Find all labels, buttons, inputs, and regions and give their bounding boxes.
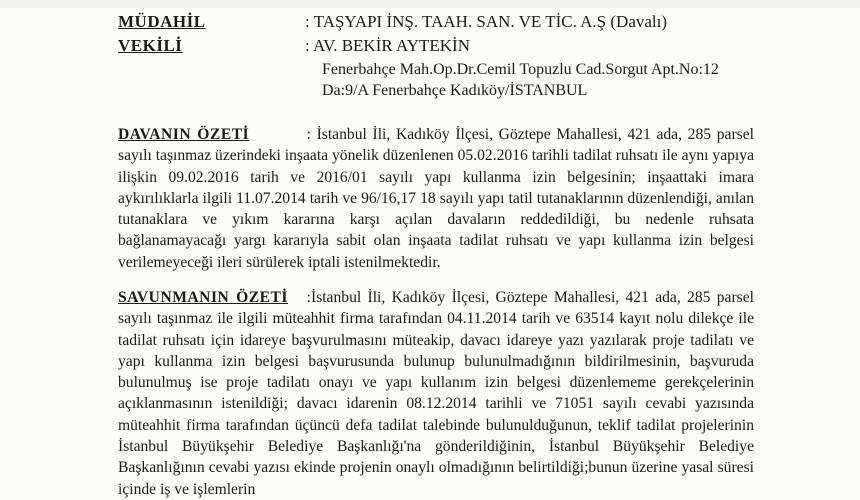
dava-section [118,124,754,273]
dava-heading: DAVANIN ÖZETİ [118,126,250,143]
address-line-2: Da:9/A Fenerbahçe Kadıköy/İSTANBUL [322,82,588,99]
vekil-value: : AV. BEKİR AYTEKİN [305,36,470,55]
vekil-row [118,36,182,56]
savunma-heading: SAVUNMANIN ÖZETİ [118,289,288,306]
address-line-1: Fenerbahçe Mah.Op.Dr.Cemil Topuzlu Cad.Sorgut Apt.No:12 [322,61,719,78]
dava-text: : İstanbul İli, Kadıköy İlçesi, Göztepe Mahallesi, 421 ada, 285 parsel sayılı taşınmaz üzerindeki inşaata yönelik düzenlenen 05.02.2016 tarihli tadilat ruhsatı ile aynı yapıya ilişkin 09.02.2016 tarih ve 2016/01 sayılı yapı kullanma izin belgesinin; inşaattaki imara aykırılıklarla ilgili 11.07.2014 tarih ve 96/16,17 18 sayılı yapı tatil tutanaklarının düzenlendiği, anılan tutanaklara ve yıkım kararına karşı açılan davaların reddedildiği, bu nedenle ruhsata bağlanamayacağı yargı kararıyla sabit olan inşaata tadilat ruhsatı ve yapı kullanma izin belgesi verilemeyeceği ileri sürülerek iptali istenilmektedir. [118,126,754,271]
top-edge [0,0,860,8]
mudahil-label: MÜDAHİL [118,12,206,31]
savunma-section [118,287,754,500]
mudahil-value: : TAŞYAPI İNŞ. TAAH. SAN. VE TİC. A.Ş (Davalı) [305,12,668,31]
mudahil-row [118,12,206,32]
vekil-label: VEKİLİ [118,36,183,55]
savunma-text: :İstanbul İli, Kadıköy İlçesi, Göztepe Mahallesi, 421 ada, 285 parsel sayılı taşınmaz ile ilgili müteahhit firma tarafından 04.11.2014 tarih ve 63514 kayıt nolu dilekçe ile tadilat ruhsatı için idareye başvurulmasını müteakip, davacı idareye yazı yazılarak proje tadilatı ve yapı kullanma izin belgesi başvurusunda bulunup bulunulmadığının bildirilmesinin, başvuruda bulunulmuş ise proje tadilatı onayı ve yapı kullanım izin belgesi düzenlememe gerekçelerinin açıklanmasının istenildiği; davacı idarenin 08.12.2014 tarihli ve 71051 sayılı cevabi yazısında müteahhit firma tarafından üçüncü defa tadilat talebinde bulunulduğunun, teklif tadilat projelerinin İstanbul Büyükşehir Belediye Başkanlığı'na gönderildiğinin, İstanbul Büyükşehir Belediye Başkanlığının cevabi yazısı ekinde projenin onaylı olmadığının belirtildiği;bunun üzerine yasal süresi içinde iş ve işlemlerin [118,289,754,498]
